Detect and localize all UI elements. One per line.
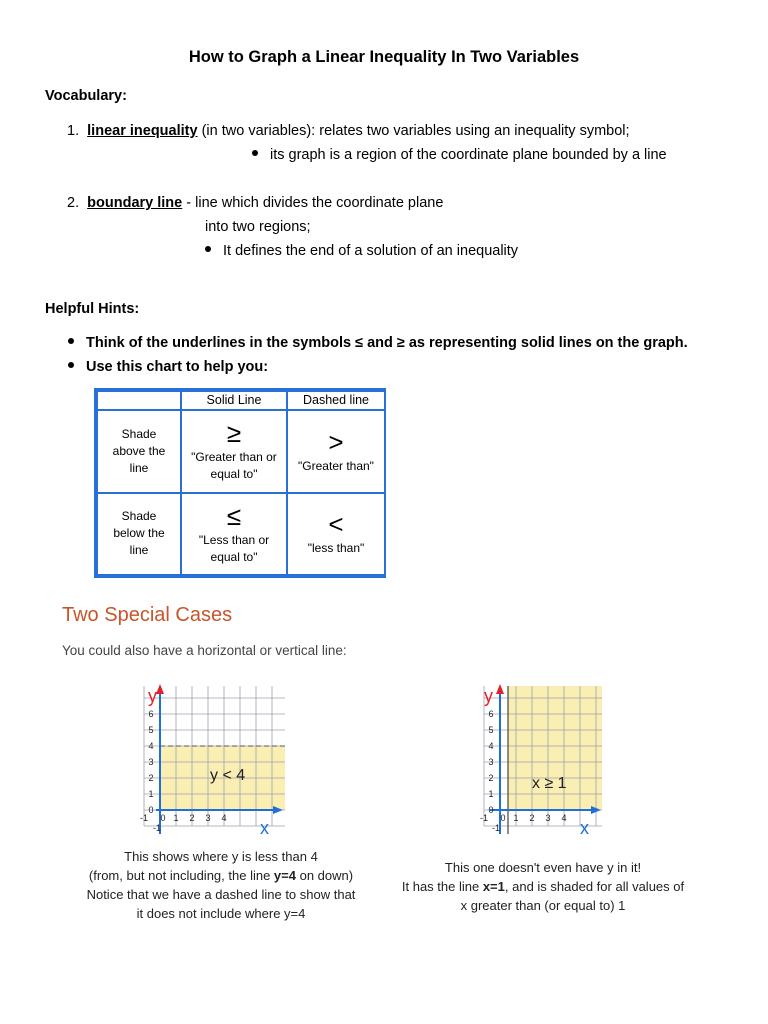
greater-symbol: > (328, 426, 344, 457)
inequality-table (96, 390, 386, 576)
graph1-caption (66, 847, 376, 923)
row-label-shade-above (97, 410, 181, 493)
table-corner-cell (97, 391, 181, 410)
x-tick-label: 1 (173, 813, 179, 823)
vocab-item-2 (67, 194, 443, 212)
vocab-item-1-number: 1. (67, 123, 80, 139)
graph-x-greater-equal-1 (479, 682, 602, 838)
caption-text: (from, but not including, the line (88, 868, 274, 883)
greater-equal-text: "Greater than or equal to" (191, 450, 277, 482)
x-tick-label: 0 (500, 813, 506, 823)
graph-y-less-than-4 (139, 682, 285, 838)
bullet-icon (205, 246, 211, 252)
vocab-item-1-bullet (252, 146, 667, 164)
y-tick-label: 3 (148, 757, 154, 767)
greater-equal-symbol: ≥ (226, 418, 242, 449)
hints-heading: Helpful Hints: (45, 301, 140, 317)
hint-2 (68, 358, 268, 376)
graph2-caption-line3: x greater than (or equal to) 1 (460, 898, 626, 913)
special-cases-title: Two Special Cases (62, 604, 233, 626)
row-label-shade-below-text: Shade below the line (113, 509, 165, 558)
page-title: How to Graph a Linear Inequality In Two Variables (188, 48, 580, 66)
table-header-row (97, 391, 385, 410)
y-tick-label: 6 (488, 709, 494, 719)
vocab-item-2-number: 2. (67, 195, 80, 211)
header-solid-line: Solid Line (181, 391, 287, 410)
greater-text: "Greater than" (298, 458, 374, 473)
y-tick-neg: -1 (492, 823, 501, 833)
y-tick-label: 1 (488, 789, 494, 799)
hint-1 (68, 334, 688, 352)
x-tick-label: 1 (513, 813, 519, 823)
x-tick-label: 0 (160, 813, 166, 823)
bullet-icon (68, 338, 74, 344)
y-axis-label: y (484, 686, 493, 706)
y-tick-label: 0 (488, 805, 494, 815)
x-tick-label: -1 (479, 813, 489, 823)
cell-less (287, 493, 385, 576)
less-equal-symbol: ≤ (226, 500, 242, 531)
graph2-caption (378, 858, 708, 915)
y-tick-label: 2 (148, 773, 154, 783)
inequality-label: x ≥ 1 (532, 775, 567, 792)
vocab-item-2-definition: - line which divides the coordinate plane (182, 195, 444, 211)
y-axis-arrow-icon (156, 684, 164, 694)
caption-text: It has the line (401, 879, 483, 894)
caption-text: , and is shaded for all values of (504, 879, 685, 894)
caption-text: on down) (295, 868, 354, 883)
term-linear-inequality: linear inequality (87, 123, 198, 139)
y-tick-label: 1 (148, 789, 154, 799)
y-axis-arrow-icon (496, 684, 504, 694)
x-axis-label: x (260, 818, 269, 838)
vocab-item-2-definition-cont: into two regions; (205, 219, 311, 235)
x-tick-label: 3 (545, 813, 551, 823)
caption-bold-equation: y=4 (273, 868, 296, 883)
header-dashed-line: Dashed line (287, 391, 385, 410)
vocab-item-2-bullet (205, 242, 518, 260)
y-tick-neg: -1 (153, 823, 162, 833)
vocab-item-2-bullet-text: It defines the end of a solution of an inequality (223, 243, 519, 259)
graph1-caption-line1: This shows where y is less than 4 (124, 849, 318, 864)
hint-2-text: Use this chart to help you: (86, 359, 269, 375)
vocab-item-1 (67, 122, 630, 140)
x-tick-label: -1 (139, 813, 149, 823)
y-tick-label: 0 (148, 805, 154, 815)
caption-bold-equation: x=1 (482, 879, 505, 894)
vocabulary-heading: Vocabulary: (45, 88, 127, 104)
less-symbol: < (328, 509, 344, 540)
cell-greater (287, 410, 385, 493)
x-tick-label: 4 (221, 813, 227, 823)
x-tick-label: 2 (529, 813, 535, 823)
vocab-item-1-bullet-text: its graph is a region of the coordinate plane bounded by a line (270, 147, 667, 163)
y-tick-labels (488, 709, 493, 815)
x-tick-label: 3 (205, 813, 211, 823)
y-tick-label: 4 (148, 741, 154, 751)
y-tick-label: 2 (488, 773, 494, 783)
row-label-shade-above-text: Shade above the line (112, 426, 166, 475)
graph1-caption-line2 (66, 866, 376, 885)
x-tick-label: 2 (189, 813, 195, 823)
x-axis-label: x (580, 818, 589, 838)
hint-1-text: Think of the underlines in the symbols ≤ and ≥ as representing solid lines on the graph. (86, 335, 688, 351)
bullet-icon (68, 362, 74, 368)
row-label-shade-below (97, 493, 181, 576)
table-row (97, 493, 385, 576)
term-boundary-line: boundary line (87, 195, 183, 211)
graph1-caption-line4: it does not include where y=4 (136, 906, 306, 921)
special-cases-subtitle: You could also have a horizontal or vertical line: (62, 643, 347, 658)
graph2-caption-line1: This one doesn't even have y in it! (444, 860, 642, 875)
cell-greater-equal (181, 410, 287, 493)
y-tick-labels (148, 709, 153, 815)
less-text: "less than" (307, 541, 365, 556)
y-tick-label: 5 (488, 725, 494, 735)
cell-less-equal (181, 493, 287, 576)
vocab-item-1-definition: (in two variables): relates two variables using an inequality symbol; (197, 123, 630, 139)
less-equal-text: "Less than or equal to" (198, 532, 270, 564)
y-tick-label: 3 (488, 757, 494, 767)
x-tick-label: 4 (561, 813, 567, 823)
y-tick-label: 6 (148, 709, 154, 719)
y-tick-label: 4 (488, 741, 494, 751)
inequality-label: y < 4 (210, 767, 246, 784)
bullet-icon (252, 150, 258, 156)
table-row (97, 410, 385, 493)
y-tick-label: 5 (148, 725, 154, 735)
y-axis-label: y (148, 686, 157, 706)
graph1-caption-line3: Notice that we have a dashed line to show that (86, 887, 356, 902)
graph2-caption-line2 (378, 877, 708, 896)
inequality-chart (94, 388, 386, 578)
